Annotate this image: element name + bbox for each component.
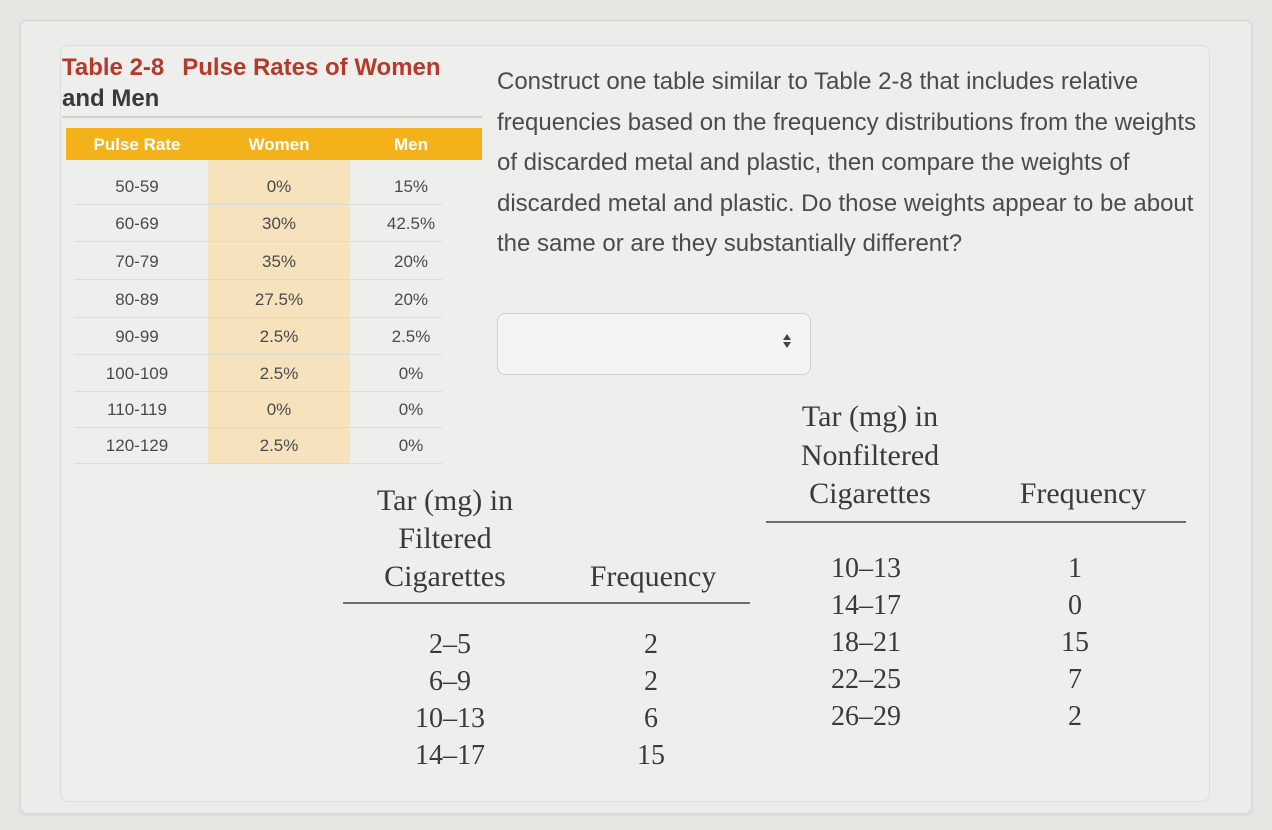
nonfiltered-header-line: Tar (mg) in — [801, 400, 939, 433]
cell-men: 0% — [398, 436, 424, 455]
cell-women: 27.5% — [254, 290, 304, 309]
cell-women: 30% — [261, 214, 297, 233]
filtered-header-line: Tar (mg) in — [376, 484, 514, 517]
cell-pulse-rate: 120-129 — [105, 436, 169, 455]
question-text: Construct one table similar to Table 2-8 that includes relative frequencies based on the frequency distributions from the weights of discarded metal and plastic, then compare the weights of discarded metal and plastic. Do those weights appear to be about the same or are they substantially different? — [497, 68, 1197, 257]
table-row — [66, 355, 482, 392]
table-row — [66, 391, 482, 428]
table-number: Table 2-8 — [62, 54, 165, 81]
class-cell: 14–17 — [831, 590, 901, 621]
table-header-row — [66, 128, 482, 160]
cell-men: 0% — [398, 400, 424, 419]
cell-women: 35% — [261, 252, 297, 271]
filtered-table-rule — [343, 602, 750, 604]
frequency-cell: 2 — [1068, 701, 1082, 732]
filtered-classes — [380, 626, 520, 774]
frequency-cell: 2 — [644, 629, 658, 660]
cell-pulse-rate: 110-119 — [107, 400, 167, 419]
caption-rule — [62, 116, 482, 118]
cell-men: 20% — [393, 252, 429, 271]
filtered-frequencies — [611, 626, 691, 774]
frequency-cell: 7 — [1068, 664, 1082, 695]
filtered-frequency-header: Frequency — [589, 560, 717, 593]
answer-dropdown[interactable] — [497, 313, 811, 375]
filtered-header-line: Filtered — [398, 522, 492, 555]
table-title-continued: and Men — [62, 85, 160, 112]
cell-pulse-rate: 70-79 — [115, 252, 159, 271]
header-women: Women — [248, 135, 310, 154]
table-caption — [62, 52, 492, 114]
header-pulse-rate: Pulse Rate — [93, 135, 181, 154]
header-men: Men — [394, 135, 428, 154]
cell-women: 2.5% — [259, 364, 299, 383]
table-row — [66, 168, 482, 205]
cell-men: 20% — [393, 290, 429, 309]
filtered-table-header — [345, 482, 545, 596]
cell-pulse-rate: 100-109 — [105, 364, 169, 383]
cell-women: 0% — [266, 177, 292, 196]
cell-pulse-rate: 60-69 — [115, 214, 159, 233]
nonfiltered-frequency-header: Frequency — [1019, 477, 1147, 510]
table-row — [66, 318, 482, 355]
filtered-header-line: Cigarettes — [384, 560, 506, 593]
class-cell: 10–13 — [415, 703, 485, 734]
cell-men: 15% — [393, 177, 429, 196]
class-cell: 26–29 — [831, 701, 901, 732]
cell-men: 0% — [398, 364, 424, 383]
up-down-arrows-icon — [782, 333, 792, 352]
class-cell: 2–5 — [429, 629, 471, 660]
nonfiltered-classes — [796, 550, 936, 735]
frequency-cell: 15 — [1061, 627, 1089, 658]
table-title: Pulse Rates of Women — [182, 54, 441, 81]
table-row — [66, 205, 482, 242]
nonfiltered-header-line: Cigarettes — [809, 477, 931, 510]
cell-men: 42.5% — [386, 214, 436, 233]
nonfiltered-table-header — [770, 398, 970, 514]
frequency-cell: 1 — [1068, 553, 1082, 584]
cell-men: 2.5% — [391, 327, 431, 346]
cell-women: 2.5% — [259, 436, 299, 455]
frequency-cell: 6 — [644, 703, 658, 734]
table-row — [66, 243, 482, 280]
frequency-cell: 2 — [644, 666, 658, 697]
class-cell: 10–13 — [831, 553, 901, 584]
cell-pulse-rate: 90-99 — [115, 327, 159, 346]
class-cell: 18–21 — [831, 627, 901, 658]
frequency-cell: 0 — [1068, 590, 1082, 621]
class-cell: 14–17 — [415, 740, 485, 771]
class-cell: 22–25 — [831, 664, 901, 695]
table-row — [66, 281, 482, 318]
cell-women: 2.5% — [259, 327, 299, 346]
class-cell: 6–9 — [429, 666, 471, 697]
cell-women: 0% — [266, 400, 292, 419]
nonfiltered-table-rule — [766, 521, 1186, 523]
table-row — [66, 427, 482, 464]
nonfiltered-frequencies — [1035, 550, 1115, 735]
nonfiltered-header-line: Nonfiltered — [800, 438, 940, 472]
frequency-cell: 15 — [637, 740, 665, 771]
cell-pulse-rate: 50-59 — [115, 177, 159, 196]
cell-pulse-rate: 80-89 — [115, 290, 159, 309]
